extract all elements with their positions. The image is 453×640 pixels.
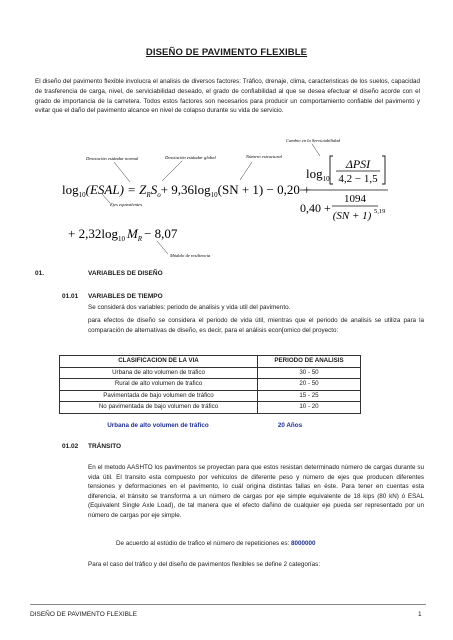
table-row: [60, 367, 361, 379]
annotation-modulo-resiliencia: Módulo de resiliencia: [170, 253, 211, 258]
footer-divider: [30, 604, 426, 605]
table-cell: Urbana de alto volumen de trafico: [60, 367, 258, 379]
section-101-number: 01.01: [62, 293, 79, 300]
section-1-heading: VARIABLES DE DISEÑO: [88, 270, 163, 277]
footer-title: DISEÑO DE PAVIMENTO FLEXIBLE: [30, 611, 137, 618]
eq-den-num: 1094: [344, 193, 366, 205]
annotation-cambio-serviciabilidad: Cambio en la Serviciabilidad: [286, 138, 340, 143]
table-row: [60, 402, 361, 414]
repetitions-label: De acuerdo al estúdio de trafico el número de repeticiones es:: [116, 540, 290, 547]
table-cell: Pavimentada de bajo volumen de tráfico: [60, 390, 258, 402]
table-header-clasificacion: CLASIFICACION DE LA VIA: [60, 356, 258, 368]
section-102-p2: Para el caso del tráfico y del diseño de pavimentos flexibles se define 2 categorías:: [88, 561, 321, 568]
eq-num-log: $\log_{10}$: [306, 166, 330, 183]
annotation-desviacion-global: Desviación estándar global: [165, 155, 216, 160]
section-102-heading: TRÁNSITO: [88, 443, 122, 450]
table-row: [60, 379, 361, 391]
eq-den-exp: 5,19: [374, 208, 386, 215]
selected-classification: Urbana de alto volumen de tráfico: [107, 422, 209, 429]
eq-line2: + $2,32\log_{10}$ $M_R - 8,07$: [68, 226, 178, 243]
repetitions-line: [116, 540, 316, 547]
eq-lhs: $\log_{10}(ESAL) = Z_RS_o+ 9,36\log_{10}(SN + 1) - 0,20$ +: [62, 182, 311, 199]
annotation-numero-estructural: Número estructural: [246, 154, 282, 159]
table-cell: No pavimentada de bajo volumen de tráfico: [60, 402, 258, 414]
eq-den-const: 0,40 +: [300, 201, 331, 215]
aashto-equation: [62, 136, 392, 266]
section-1-number: 01.: [35, 270, 45, 277]
eq-fraction: [300, 156, 388, 222]
section-102-number: 01.02: [62, 443, 79, 450]
section-101-heading: VARIABLES DE TIEMPO: [88, 293, 163, 300]
table-row: [60, 390, 361, 402]
section-101-p1: Se considerá dos variables: periodo de analisis y vida util del pavimento.: [88, 304, 291, 311]
table-cell: Rural de alto volumen de trafico: [60, 379, 258, 391]
eq-den-den: (SN + 1): [332, 210, 372, 222]
annotation-desviacion-normal: Desviación estándar normal: [86, 156, 139, 161]
section-102-p1: En el metodo AASHTO los pavimentos se proyectan para que estos resistan determinado número de cargas durante su vida útil. El transito esta compuesto por vehiculos de diferente peso y número de ejes que producen diferentes tensiones y deformaciones en el pavimento, lo cuál origina distintas fallas en éste. Para tener en cuentas esta diferencia, el tránsito se transforma a un número de cargas por eje simple equivalente de 18 kips (80 kN) ó ESAL (Equivalent Single Axle Load), de tal manera que el efecto dañino de cualquier eje pueda ser representado por un número de cargas por eje simple.: [88, 464, 424, 519]
analysis-period-table: [59, 355, 361, 414]
table-cell: 30 - 50: [258, 367, 361, 379]
repetitions-value: 8000000: [291, 540, 316, 547]
selected-period: 20 Años: [277, 422, 303, 429]
eq-delta-psi: ΔPSI: [345, 157, 371, 171]
table-header-row: [60, 356, 361, 368]
eq-psi-den: 4,2 − 1,5: [338, 173, 378, 185]
section-101-p2: para efectos de diseño se considera el periodo de vida útil, mientras que el periodo de analisis se utiliza para la comparación de alternativas de diseño, es decir, para el análisis econ[omico del proyecto:: [88, 317, 424, 334]
page-number: 1: [418, 611, 422, 618]
annotation-ejes-equivalentes: Ejes equivalentes: [110, 202, 143, 207]
table-header-periodo: PERIODO DE ANALISIS: [258, 356, 361, 368]
page-title: DISEÑO DE PAVIMENTO FLEXIBLE: [145, 47, 308, 58]
table-cell: 20 - 50: [258, 379, 361, 391]
table-cell: 15 - 25: [258, 390, 361, 402]
table-cell: 10 - 20: [258, 402, 361, 414]
intro-paragraph: El diseño del pavimento flexible involucra el analisis de diversos factores: Tráfico, drenaje, clima, caracteristicas de los suelos, capacidad de trasferencia de carga, nivel, de serviciabilidad deseado, el grado de confiabilidad al que se desea efectuar el diseño acorde con el grado de importancia de la carretera. Todos estos factores son necesarios para producir un comportamiento confiable del pavimento y evitar que el daño del pavimento alcance en nivel de colapso durante su vida de servicio.: [35, 78, 420, 115]
